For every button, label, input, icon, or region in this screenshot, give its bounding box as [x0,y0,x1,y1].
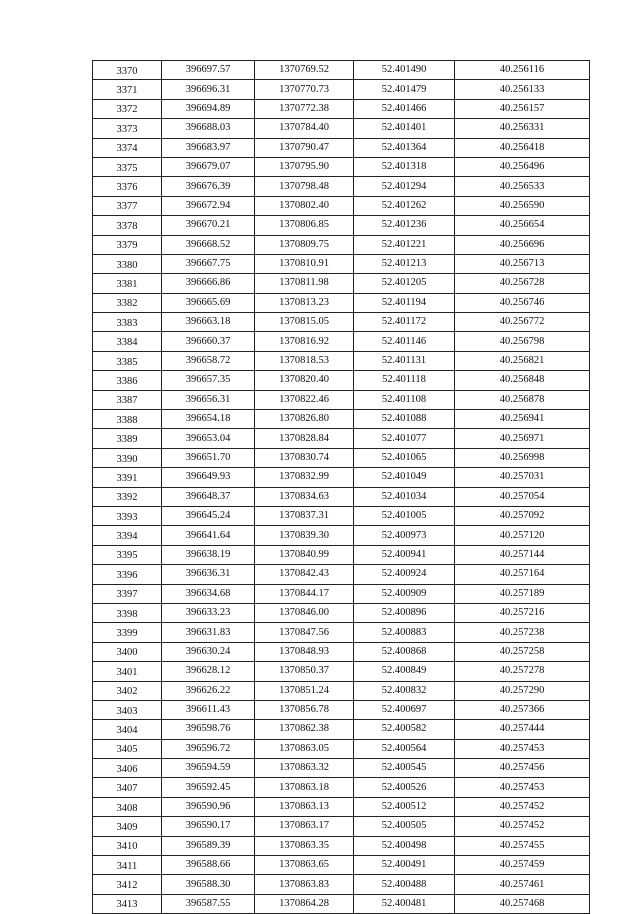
y-coordinate-cell: 1370851.24 [255,681,354,700]
table-row [93,584,590,603]
longitude-cell: 40.257092 [455,506,590,525]
latitude-cell: 52.400512 [354,797,455,816]
table-row [93,196,590,215]
latitude-cell: 52.400491 [354,856,455,875]
table-row [93,410,590,429]
y-coordinate-cell: 1370863.17 [255,817,354,836]
longitude-cell: 40.256590 [455,196,590,215]
table-row [93,119,590,138]
longitude-cell: 40.256878 [455,390,590,409]
y-coordinate-cell: 1370815.05 [255,313,354,332]
longitude-cell: 40.256157 [455,99,590,118]
longitude-cell: 40.257238 [455,623,590,642]
point-number-cell: 3386 [93,371,162,390]
x-coordinate-cell: 396648.37 [162,487,255,506]
table-row [93,254,590,273]
y-coordinate-cell: 1370802.40 [255,196,354,215]
latitude-cell: 52.400697 [354,700,455,719]
latitude-cell: 52.401364 [354,138,455,157]
table-row [93,526,590,545]
x-coordinate-cell: 396667.75 [162,254,255,273]
longitude-cell: 40.257031 [455,468,590,487]
x-coordinate-cell: 396679.07 [162,157,255,176]
table-row [93,177,590,196]
table-row [93,797,590,816]
y-coordinate-cell: 1370839.30 [255,526,354,545]
point-number-cell: 3377 [93,196,162,215]
table-row [93,875,590,894]
y-coordinate-cell: 1370844.17 [255,584,354,603]
x-coordinate-cell: 396645.24 [162,506,255,525]
y-coordinate-cell: 1370822.46 [255,390,354,409]
y-coordinate-cell: 1370811.98 [255,274,354,293]
longitude-cell: 40.257290 [455,681,590,700]
x-coordinate-cell: 396588.30 [162,875,255,894]
x-coordinate-cell: 396636.31 [162,565,255,584]
table-row [93,778,590,797]
longitude-cell: 40.256772 [455,313,590,332]
latitude-cell: 52.401005 [354,506,455,525]
longitude-cell: 40.257366 [455,700,590,719]
x-coordinate-cell: 396590.17 [162,817,255,836]
table-row [93,603,590,622]
point-number-cell: 3395 [93,545,162,564]
point-number-cell: 3406 [93,759,162,778]
y-coordinate-cell: 1370863.83 [255,875,354,894]
x-coordinate-cell: 396638.19 [162,545,255,564]
longitude-cell: 40.256728 [455,274,590,293]
coordinates-table-body [93,61,590,914]
y-coordinate-cell: 1370848.93 [255,642,354,661]
y-coordinate-cell: 1370818.53 [255,351,354,370]
x-coordinate-cell: 396660.37 [162,332,255,351]
latitude-cell: 52.401401 [354,119,455,138]
x-coordinate-cell: 396663.18 [162,313,255,332]
table-row [93,836,590,855]
x-coordinate-cell: 396634.68 [162,584,255,603]
table-row [93,371,590,390]
table-row [93,700,590,719]
latitude-cell: 52.400909 [354,584,455,603]
y-coordinate-cell: 1370863.65 [255,856,354,875]
y-coordinate-cell: 1370798.48 [255,177,354,196]
longitude-cell: 40.256746 [455,293,590,312]
latitude-cell: 52.401088 [354,410,455,429]
point-number-cell: 3387 [93,390,162,409]
longitude-cell: 40.257444 [455,720,590,739]
longitude-cell: 40.257461 [455,875,590,894]
longitude-cell: 40.257468 [455,894,590,913]
point-number-cell: 3389 [93,429,162,448]
coordinates-table [92,60,590,914]
point-number-cell: 3383 [93,313,162,332]
latitude-cell: 52.400481 [354,894,455,913]
latitude-cell: 52.400941 [354,545,455,564]
x-coordinate-cell: 396587.55 [162,894,255,913]
x-coordinate-cell: 396631.83 [162,623,255,642]
latitude-cell: 52.401221 [354,235,455,254]
y-coordinate-cell: 1370770.73 [255,80,354,99]
latitude-cell: 52.401466 [354,99,455,118]
latitude-cell: 52.401318 [354,157,455,176]
x-coordinate-cell: 396672.94 [162,196,255,215]
point-number-cell: 3404 [93,720,162,739]
longitude-cell: 40.257278 [455,662,590,681]
point-number-cell: 3398 [93,603,162,622]
latitude-cell: 52.400832 [354,681,455,700]
latitude-cell: 52.401077 [354,429,455,448]
point-number-cell: 3403 [93,700,162,719]
longitude-cell: 40.256941 [455,410,590,429]
y-coordinate-cell: 1370840.99 [255,545,354,564]
x-coordinate-cell: 396665.69 [162,293,255,312]
latitude-cell: 52.400582 [354,720,455,739]
y-coordinate-cell: 1370863.05 [255,739,354,758]
table-row [93,739,590,758]
table-row [93,681,590,700]
longitude-cell: 40.256798 [455,332,590,351]
longitude-cell: 40.256713 [455,254,590,273]
x-coordinate-cell: 396641.64 [162,526,255,545]
longitude-cell: 40.256821 [455,351,590,370]
latitude-cell: 52.400564 [354,739,455,758]
y-coordinate-cell: 1370828.84 [255,429,354,448]
y-coordinate-cell: 1370863.35 [255,836,354,855]
table-row [93,468,590,487]
table-row [93,293,590,312]
table-row [93,720,590,739]
longitude-cell: 40.257453 [455,778,590,797]
latitude-cell: 52.400849 [354,662,455,681]
point-number-cell: 3381 [93,274,162,293]
longitude-cell: 40.257144 [455,545,590,564]
latitude-cell: 52.401118 [354,371,455,390]
y-coordinate-cell: 1370830.74 [255,448,354,467]
point-number-cell: 3408 [93,797,162,816]
x-coordinate-cell: 396696.31 [162,80,255,99]
point-number-cell: 3390 [93,448,162,467]
point-number-cell: 3376 [93,177,162,196]
table-row [93,545,590,564]
x-coordinate-cell: 396683.97 [162,138,255,157]
y-coordinate-cell: 1370795.90 [255,157,354,176]
point-number-cell: 3392 [93,487,162,506]
latitude-cell: 52.401131 [354,351,455,370]
table-row [93,642,590,661]
table-row [93,856,590,875]
x-coordinate-cell: 396676.39 [162,177,255,196]
x-coordinate-cell: 396626.22 [162,681,255,700]
y-coordinate-cell: 1370863.18 [255,778,354,797]
y-coordinate-cell: 1370816.92 [255,332,354,351]
table-row [93,138,590,157]
latitude-cell: 52.401490 [354,61,455,80]
x-coordinate-cell: 396657.35 [162,371,255,390]
latitude-cell: 52.400526 [354,778,455,797]
point-number-cell: 3373 [93,119,162,138]
latitude-cell: 52.401479 [354,80,455,99]
longitude-cell: 40.256533 [455,177,590,196]
y-coordinate-cell: 1370810.91 [255,254,354,273]
x-coordinate-cell: 396666.86 [162,274,255,293]
longitude-cell: 40.257120 [455,526,590,545]
latitude-cell: 52.400924 [354,565,455,584]
point-number-cell: 3413 [93,894,162,913]
latitude-cell: 52.401146 [354,332,455,351]
table-row [93,759,590,778]
x-coordinate-cell: 396598.76 [162,720,255,739]
y-coordinate-cell: 1370806.85 [255,216,354,235]
longitude-cell: 40.257054 [455,487,590,506]
point-number-cell: 3375 [93,157,162,176]
y-coordinate-cell: 1370856.78 [255,700,354,719]
longitude-cell: 40.256331 [455,119,590,138]
point-number-cell: 3397 [93,584,162,603]
table-row [93,817,590,836]
longitude-cell: 40.256848 [455,371,590,390]
longitude-cell: 40.256133 [455,80,590,99]
latitude-cell: 52.400896 [354,603,455,622]
longitude-cell: 40.256496 [455,157,590,176]
longitude-cell: 40.257164 [455,565,590,584]
x-coordinate-cell: 396594.59 [162,759,255,778]
longitude-cell: 40.257456 [455,759,590,778]
table-row [93,662,590,681]
latitude-cell: 52.401294 [354,177,455,196]
y-coordinate-cell: 1370772.38 [255,99,354,118]
x-coordinate-cell: 396654.18 [162,410,255,429]
table-row [93,80,590,99]
y-coordinate-cell: 1370826.80 [255,410,354,429]
latitude-cell: 52.401108 [354,390,455,409]
longitude-cell: 40.257189 [455,584,590,603]
longitude-cell: 40.256116 [455,61,590,80]
point-number-cell: 3410 [93,836,162,855]
table-row [93,894,590,913]
longitude-cell: 40.257452 [455,817,590,836]
point-number-cell: 3385 [93,351,162,370]
x-coordinate-cell: 396658.72 [162,351,255,370]
point-number-cell: 3401 [93,662,162,681]
point-number-cell: 3396 [93,565,162,584]
table-row [93,506,590,525]
table-row [93,487,590,506]
longitude-cell: 40.256418 [455,138,590,157]
x-coordinate-cell: 396653.04 [162,429,255,448]
table-row [93,274,590,293]
point-number-cell: 3412 [93,875,162,894]
y-coordinate-cell: 1370846.00 [255,603,354,622]
table-row [93,61,590,80]
x-coordinate-cell: 396688.03 [162,119,255,138]
x-coordinate-cell: 396628.12 [162,662,255,681]
latitude-cell: 52.401262 [354,196,455,215]
longitude-cell: 40.256998 [455,448,590,467]
y-coordinate-cell: 1370832.99 [255,468,354,487]
table-row [93,351,590,370]
latitude-cell: 52.401205 [354,274,455,293]
point-number-cell: 3399 [93,623,162,642]
x-coordinate-cell: 396656.31 [162,390,255,409]
table-row [93,565,590,584]
y-coordinate-cell: 1370842.43 [255,565,354,584]
latitude-cell: 52.401172 [354,313,455,332]
x-coordinate-cell: 396651.70 [162,448,255,467]
y-coordinate-cell: 1370769.52 [255,61,354,80]
longitude-cell: 40.257459 [455,856,590,875]
y-coordinate-cell: 1370864.28 [255,894,354,913]
y-coordinate-cell: 1370784.40 [255,119,354,138]
latitude-cell: 52.401213 [354,254,455,273]
point-number-cell: 3409 [93,817,162,836]
point-number-cell: 3382 [93,293,162,312]
table-row [93,157,590,176]
point-number-cell: 3391 [93,468,162,487]
table-row [93,623,590,642]
latitude-cell: 52.400488 [354,875,455,894]
point-number-cell: 3407 [93,778,162,797]
y-coordinate-cell: 1370850.37 [255,662,354,681]
point-number-cell: 3388 [93,410,162,429]
point-number-cell: 3402 [93,681,162,700]
x-coordinate-cell: 396668.52 [162,235,255,254]
latitude-cell: 52.400498 [354,836,455,855]
y-coordinate-cell: 1370820.40 [255,371,354,390]
x-coordinate-cell: 396694.89 [162,99,255,118]
point-number-cell: 3400 [93,642,162,661]
latitude-cell: 52.401049 [354,468,455,487]
table-row [93,216,590,235]
y-coordinate-cell: 1370809.75 [255,235,354,254]
x-coordinate-cell: 396630.24 [162,642,255,661]
table-row [93,313,590,332]
point-number-cell: 3384 [93,332,162,351]
x-coordinate-cell: 396589.39 [162,836,255,855]
table-row [93,429,590,448]
latitude-cell: 52.401034 [354,487,455,506]
y-coordinate-cell: 1370847.56 [255,623,354,642]
y-coordinate-cell: 1370837.31 [255,506,354,525]
y-coordinate-cell: 1370813.23 [255,293,354,312]
point-number-cell: 3370 [93,61,162,80]
x-coordinate-cell: 396596.72 [162,739,255,758]
longitude-cell: 40.257216 [455,603,590,622]
x-coordinate-cell: 396590.96 [162,797,255,816]
longitude-cell: 40.257258 [455,642,590,661]
point-number-cell: 3379 [93,235,162,254]
y-coordinate-cell: 1370863.13 [255,797,354,816]
point-number-cell: 3411 [93,856,162,875]
latitude-cell: 52.401065 [354,448,455,467]
longitude-cell: 40.257455 [455,836,590,855]
latitude-cell: 52.401236 [354,216,455,235]
table-row [93,390,590,409]
longitude-cell: 40.256654 [455,216,590,235]
x-coordinate-cell: 396633.23 [162,603,255,622]
latitude-cell: 52.400505 [354,817,455,836]
x-coordinate-cell: 396592.45 [162,778,255,797]
longitude-cell: 40.257453 [455,739,590,758]
latitude-cell: 52.400545 [354,759,455,778]
x-coordinate-cell: 396588.66 [162,856,255,875]
table-row [93,332,590,351]
latitude-cell: 52.400973 [354,526,455,545]
x-coordinate-cell: 396649.93 [162,468,255,487]
point-number-cell: 3378 [93,216,162,235]
latitude-cell: 52.400883 [354,623,455,642]
x-coordinate-cell: 396670.21 [162,216,255,235]
y-coordinate-cell: 1370863.32 [255,759,354,778]
point-number-cell: 3380 [93,254,162,273]
point-number-cell: 3394 [93,526,162,545]
longitude-cell: 40.256971 [455,429,590,448]
latitude-cell: 52.400868 [354,642,455,661]
longitude-cell: 40.256696 [455,235,590,254]
point-number-cell: 3405 [93,739,162,758]
point-number-cell: 3393 [93,506,162,525]
table-row [93,99,590,118]
point-number-cell: 3374 [93,138,162,157]
y-coordinate-cell: 1370862.38 [255,720,354,739]
point-number-cell: 3371 [93,80,162,99]
y-coordinate-cell: 1370790.47 [255,138,354,157]
point-number-cell: 3372 [93,99,162,118]
table-row [93,448,590,467]
x-coordinate-cell: 396611.43 [162,700,255,719]
longitude-cell: 40.257452 [455,797,590,816]
latitude-cell: 52.401194 [354,293,455,312]
x-coordinate-cell: 396697.57 [162,61,255,80]
y-coordinate-cell: 1370834.63 [255,487,354,506]
table-row [93,235,590,254]
